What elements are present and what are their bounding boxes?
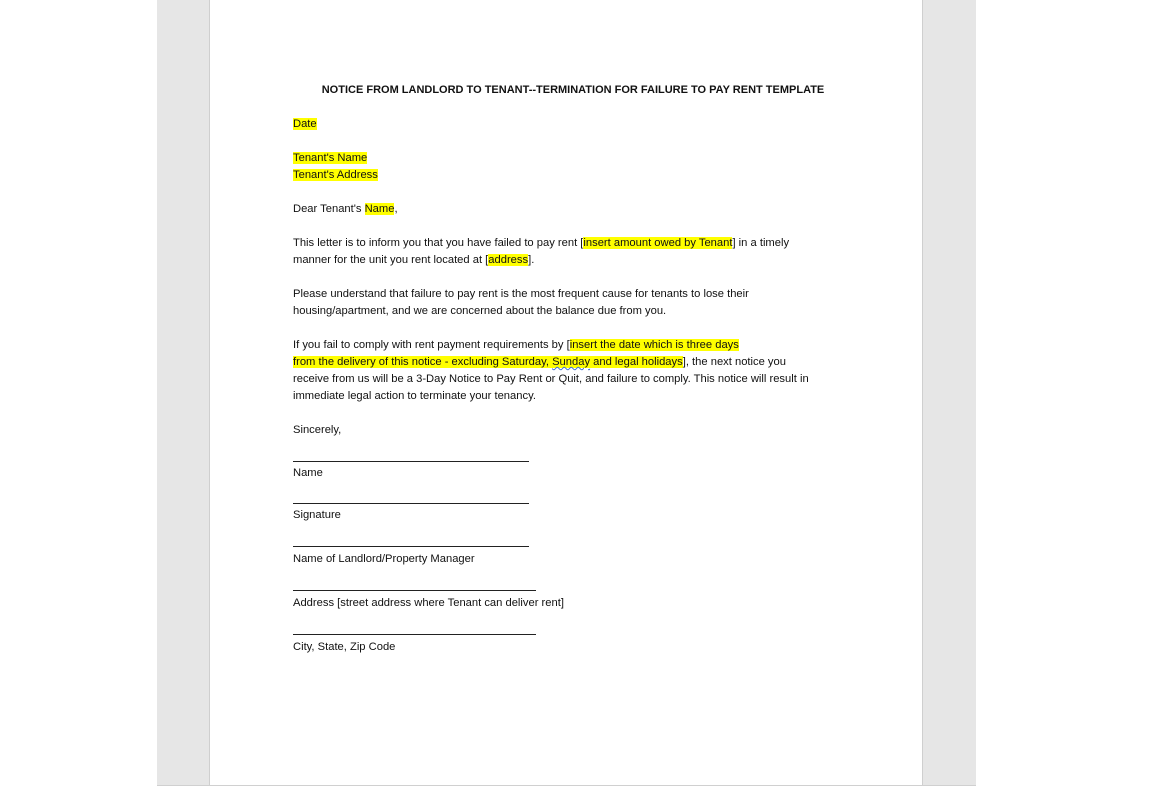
signature-field-label: Address [street address where Tenant can deliver rent] xyxy=(293,597,564,609)
text: housing/apartment, and we are concerned about the balance due from you. xyxy=(293,305,667,317)
signature-field-signature xyxy=(293,503,853,524)
signature-field-name xyxy=(293,461,853,482)
tenant-name-placeholder: Tenant's Name xyxy=(293,152,368,164)
salutation xyxy=(293,201,853,218)
text: from the delivery of this notice - excluding Saturday, xyxy=(293,356,553,368)
signature-field-label: Name of Landlord/Property Manager xyxy=(293,553,475,565)
text: ] in a timely xyxy=(732,237,790,249)
signature-field-label: City, State, Zip Code xyxy=(293,641,396,653)
text: immediate legal action to terminate your tenancy. xyxy=(293,390,536,402)
tenant-address-placeholder: Tenant's Address xyxy=(293,169,378,181)
document-title: NOTICE FROM LANDLORD TO TENANT--TERMINATION FOR FAILURE TO PAY RENT TEMPLATE xyxy=(321,84,825,96)
signature-field-landlord-name xyxy=(293,546,853,568)
signature-line xyxy=(293,590,536,591)
text: manner for the unit you rent located at [ xyxy=(293,254,489,266)
paragraph-concern xyxy=(293,286,853,320)
signature-field-address xyxy=(293,590,853,612)
deadline-placeholder-line1: insert the date which is three days xyxy=(569,339,739,351)
date-placeholder: Date xyxy=(293,118,317,130)
signature-line xyxy=(293,634,536,635)
signature-field-label: Signature xyxy=(293,509,341,521)
amount-owed-placeholder: insert amount owed by Tenant xyxy=(583,237,733,249)
document-page xyxy=(209,0,923,785)
text: ], the next notice you xyxy=(682,356,786,368)
paragraph-failed-payment xyxy=(293,235,853,269)
signature-line xyxy=(293,461,529,462)
text: Please understand that failure to pay rent is the most frequent cause for tenants to lose their xyxy=(293,288,749,300)
signature-line xyxy=(293,546,529,547)
spellcheck-word: Sunday xyxy=(552,356,591,368)
signature-line xyxy=(293,503,529,504)
closing: Sincerely, xyxy=(293,424,342,436)
text: ]. xyxy=(528,254,535,266)
salutation-suffix: , xyxy=(394,203,398,215)
signature-field-label: Name xyxy=(293,467,323,479)
text: This letter is to inform you that you have failed to pay rent [ xyxy=(293,237,584,249)
salutation-name-placeholder: Name xyxy=(364,203,395,215)
tenant-block xyxy=(293,150,853,184)
signature-field-city-state-zip xyxy=(293,634,853,656)
address-placeholder: address xyxy=(488,254,529,266)
document-viewer xyxy=(157,0,976,786)
text: If you fail to comply with rent payment requirements by [ xyxy=(293,339,570,351)
text: and legal holidays xyxy=(590,356,683,368)
date-line xyxy=(293,116,853,133)
paragraph-deadline xyxy=(293,337,853,405)
salutation-prefix: Dear Tenant's xyxy=(293,203,365,215)
deadline-placeholder-line2 xyxy=(293,356,683,368)
document-body xyxy=(293,82,853,656)
text: receive from us will be a 3-Day Notice to Pay Rent or Quit, and failure to comply. This notice will result in xyxy=(293,373,809,385)
